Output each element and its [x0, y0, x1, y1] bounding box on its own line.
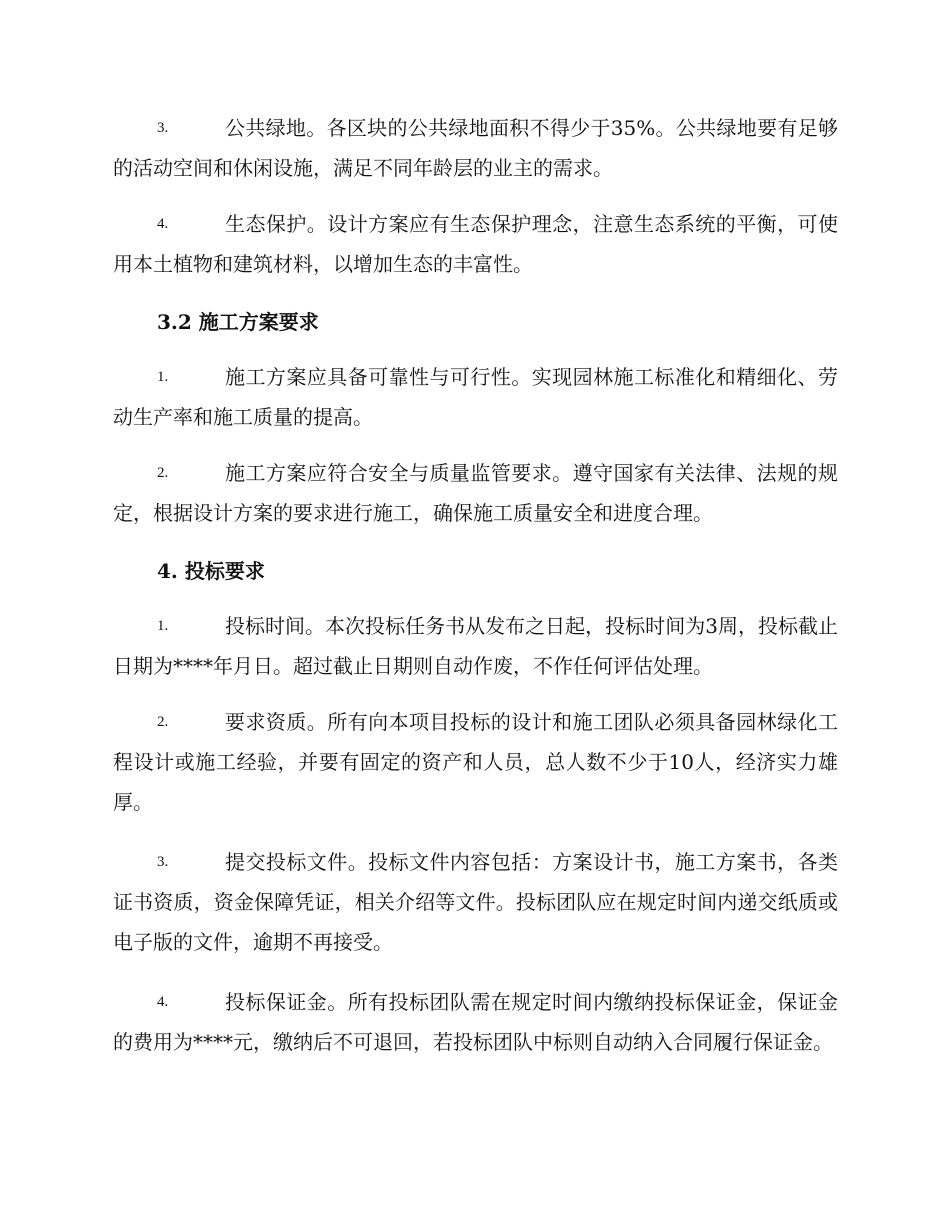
list-item-number: 4.: [157, 994, 169, 1010]
list-item-number: 4.: [157, 216, 169, 232]
list-item: [113, 108, 838, 188]
section-heading-4: 4. 投标要求: [157, 559, 265, 583]
list-item: [113, 453, 838, 533]
list-item-number: 2.: [157, 465, 169, 481]
list-item-text: 投标保证金。所有投标团队需在规定时间内缴纳投标保证金，保证金的费用为****元，缴纳后不可退回，若投标团队中标则自动纳入合同履行保证金。: [113, 990, 838, 1054]
list-item-text: 投标时间。本次投标任务书从发布之日起，投标时间为3周，投标截止日期为****年月日。超过截止日期则自动作废，不作任何评估处理。: [113, 614, 838, 678]
list-item-text: 公共绿地。各区块的公共绿地面积不得少于35%。公共绿地要有足够的活动空间和休闲设施，满足不同年龄层的业主的需求。: [113, 116, 838, 180]
list-item: [113, 842, 838, 962]
list-item-text: 施工方案应符合安全与质量监管要求。遵守国家有关法律、法规的规定，根据设计方案的要求进行施工，确保施工质量安全和进度合理。: [113, 461, 838, 525]
list-item: [113, 702, 838, 822]
list-item: [113, 204, 838, 284]
list-item: [113, 357, 838, 437]
list-item-text: 施工方案应具备可靠性与可行性。实现园林施工标准化和精细化、劳动生产率和施工质量的提高。: [113, 365, 838, 429]
list-item: [113, 606, 838, 686]
list-item-text: 生态保护。设计方案应有生态保护理念，注意生态系统的平衡，可使用本土植物和建筑材料，以增加生态的丰富性。: [113, 212, 838, 276]
section-heading-3-2: 3.2 施工方案要求: [157, 310, 319, 334]
list-item: [113, 982, 838, 1062]
list-item-number: 3.: [157, 854, 169, 870]
list-item-text: 提交投标文件。投标文件内容包括：方案设计书，施工方案书，各类证书资质，资金保障凭证，相关介绍等文件。投标团队应在规定时间内递交纸质或电子版的文件，逾期不再接受。: [113, 850, 838, 954]
list-item-number: 3.: [157, 120, 169, 136]
list-item-number: 2.: [157, 714, 169, 730]
list-item-text: 要求资质。所有向本项目投标的设计和施工团队必须具备园林绿化工程设计或施工经验，并要有固定的资产和人员，总人数不少于10人，经济实力雄厚。: [113, 710, 838, 814]
list-item-number: 1.: [157, 369, 169, 385]
list-item-number: 1.: [157, 618, 169, 634]
